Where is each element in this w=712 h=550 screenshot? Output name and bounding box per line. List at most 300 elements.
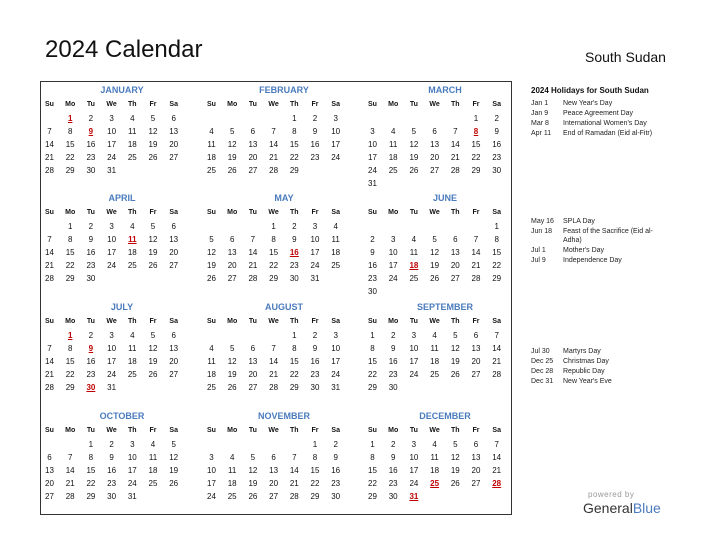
calendar-day: 20 <box>45 479 54 488</box>
calendar-day: 7 <box>47 127 52 136</box>
calendar-day: 10 <box>331 344 341 353</box>
calendar-day: 8 <box>494 235 499 244</box>
calendar-day: 3 <box>312 222 318 231</box>
calendar-day: 13 <box>471 344 481 353</box>
calendar-day: 5 <box>150 222 156 231</box>
brand-text-b: Blue <box>632 500 661 516</box>
holiday-day: 31 <box>409 492 419 501</box>
calendar-day: 6 <box>432 127 437 136</box>
calendar-day: 3 <box>209 453 214 462</box>
weekday-header: Fr <box>149 427 157 434</box>
calendar-day: 18 <box>127 140 137 149</box>
calendar-day: 15 <box>289 357 299 366</box>
calendar-day: 7 <box>292 453 297 462</box>
weekday-header: Th <box>290 209 299 216</box>
weekday-header: Mo <box>388 101 399 108</box>
weekday-header: Fr <box>149 318 157 325</box>
calendar-day: 8 <box>67 127 73 136</box>
calendar-day: 27 <box>430 166 440 175</box>
weekday-header: Mo <box>227 209 238 216</box>
calendar-day: 8 <box>292 127 297 136</box>
calendar-day: 19 <box>450 357 460 366</box>
calendar-day: 26 <box>207 274 216 283</box>
calendar-day: 5 <box>150 114 156 123</box>
weekday-header: Su <box>368 209 377 216</box>
holiday-date: Jan 1 <box>531 100 549 107</box>
weekday-header: Su <box>45 318 54 325</box>
calendar-day: 5 <box>150 331 156 340</box>
weekday-header: Mo <box>65 101 76 108</box>
weekday-header: Tu <box>409 101 418 108</box>
month-august <box>207 302 369 410</box>
calendar-day: 4 <box>411 235 417 244</box>
holiday-name: SPLA Day <box>563 218 595 225</box>
calendar-day: 3 <box>411 440 417 449</box>
month-name: SEPTEMBER <box>416 302 473 312</box>
holiday-date: Jun 18 <box>531 228 553 235</box>
weekday-header: Fr <box>472 427 480 434</box>
calendar-day: 12 <box>148 235 158 244</box>
month-name: FEBRUARY <box>259 85 309 95</box>
calendar-day: 5 <box>209 235 214 244</box>
calendar-day: 30 <box>86 274 96 283</box>
calendar-day: 10 <box>107 344 117 353</box>
calendar-day: 13 <box>169 344 179 353</box>
weekday-header: Su <box>45 101 54 108</box>
calendar-day: 30 <box>388 492 398 501</box>
calendar-day: 24 <box>127 479 137 488</box>
calendar-day: 21 <box>471 261 481 270</box>
month-name: JUNE <box>432 193 457 203</box>
weekday-header: Th <box>451 318 460 325</box>
holiday-date: Apr 11 <box>531 130 552 137</box>
calendar-day: 7 <box>271 127 276 136</box>
weekday-header: Fr <box>472 101 480 108</box>
calendar-day: 18 <box>127 248 137 257</box>
calendar-day: 25 <box>207 166 216 175</box>
holiday-date: Jul 30 <box>531 348 550 355</box>
calendar-day: 27 <box>227 274 237 283</box>
calendar-day: 28 <box>248 274 258 283</box>
calendar-day: 15 <box>86 466 96 475</box>
weekday-header: Tu <box>248 427 257 434</box>
weekday-header: We <box>106 318 117 325</box>
calendar-day: 11 <box>128 344 137 353</box>
calendar-day: 2 <box>88 114 94 123</box>
holiday-day: 18 <box>409 261 419 270</box>
month-september <box>368 302 530 410</box>
calendar-day: 22 <box>86 479 96 488</box>
calendar-day: 14 <box>65 466 75 475</box>
holiday-name: Feast of the Sacrifice (Eid al-Adha) <box>563 228 653 244</box>
weekday-header: Su <box>207 101 216 108</box>
calendar-day: 2 <box>88 331 94 340</box>
calendar-day: 26 <box>169 479 179 488</box>
calendar-day: 24 <box>409 370 419 379</box>
weekday-header: Sa <box>492 209 501 216</box>
month-january <box>45 85 207 193</box>
calendar-day: 16 <box>331 466 341 475</box>
weekday-header: Tu <box>86 209 95 216</box>
calendar-day: 24 <box>207 492 216 501</box>
brand-logo[interactable] <box>583 500 661 516</box>
calendar-day: 9 <box>370 248 375 257</box>
month-april <box>45 193 207 301</box>
calendar-day: 25 <box>331 261 341 270</box>
calendar-day: 6 <box>453 235 458 244</box>
weekday-header: Su <box>45 427 54 434</box>
calendar-day: 16 <box>86 140 96 149</box>
calendar-day: 24 <box>107 261 117 270</box>
calendar-day: 7 <box>250 235 256 244</box>
calendar-day: 23 <box>107 479 117 488</box>
calendar-day: 18 <box>127 357 137 366</box>
calendar-day: 20 <box>248 370 258 379</box>
calendar-day: 22 <box>289 370 299 379</box>
calendar-day: 14 <box>45 248 54 257</box>
calendar-day: 2 <box>390 440 396 449</box>
calendar-day: 20 <box>450 261 460 270</box>
holiday-name: Mother's Day <box>563 247 605 254</box>
calendar-day: 1 <box>473 114 479 123</box>
calendar-day: 31 <box>310 274 320 283</box>
month-name: AUGUST <box>265 302 303 312</box>
calendar-day: 21 <box>248 261 258 270</box>
calendar-day: 13 <box>169 235 179 244</box>
calendar-day: 8 <box>271 235 276 244</box>
calendar-day: 10 <box>331 127 341 136</box>
calendar-day: 21 <box>45 370 54 379</box>
calendar-day: 30 <box>107 492 117 501</box>
calendar-day: 4 <box>130 114 135 123</box>
calendar-day: 24 <box>331 370 341 379</box>
weekday-header: Fr <box>472 209 480 216</box>
holiday-date: Dec 31 <box>531 378 554 385</box>
month-february <box>207 85 369 193</box>
weekday-header: We <box>268 101 279 108</box>
holiday-date: Dec 28 <box>531 368 554 375</box>
calendar-day: 27 <box>471 479 481 488</box>
calendar-day: 2 <box>88 222 94 231</box>
calendar-day: 30 <box>289 274 299 283</box>
calendar-day: 27 <box>169 370 179 379</box>
calendar-day: 29 <box>471 166 481 175</box>
weekday-header: Tu <box>248 209 257 216</box>
page-title: 2024 Calendar <box>45 36 203 63</box>
calendar-day: 19 <box>409 153 419 162</box>
calendar-day: 29 <box>310 492 320 501</box>
calendar-day: 25 <box>148 479 158 488</box>
calendar-day: 13 <box>45 466 54 475</box>
calendar-day: 10 <box>127 453 137 462</box>
calendar-day: 15 <box>310 466 320 475</box>
calendar-day: 13 <box>450 248 460 257</box>
weekday-header: We <box>106 101 117 108</box>
calendar-day: 24 <box>310 261 320 270</box>
weekday-header: Mo <box>65 427 76 434</box>
calendar-day: 2 <box>109 440 114 449</box>
calendar-day: 25 <box>207 383 216 392</box>
calendar-day: 25 <box>430 370 440 379</box>
weekday-header: We <box>106 427 117 434</box>
calendar-day: 4 <box>390 127 396 136</box>
calendar-day: 11 <box>228 466 237 475</box>
weekday-header: Su <box>207 427 216 434</box>
calendar-day: 13 <box>227 248 237 257</box>
calendar-day: 9 <box>390 344 396 353</box>
calendar-day: 17 <box>368 153 377 162</box>
calendar-day: 20 <box>248 153 258 162</box>
calendar-day: 26 <box>148 153 158 162</box>
calendar-day: 29 <box>65 274 75 283</box>
calendar-day: 9 <box>312 344 318 353</box>
calendar-day: 14 <box>289 466 299 475</box>
calendar-day: 1 <box>370 331 375 340</box>
calendar-day: 15 <box>368 357 377 366</box>
calendar-day: 5 <box>453 331 458 340</box>
calendar-day: 7 <box>494 331 499 340</box>
calendar-day: 7 <box>271 344 276 353</box>
calendar-day: 7 <box>67 453 73 462</box>
weekday-header: Tu <box>409 209 418 216</box>
month-name: JULY <box>110 302 134 312</box>
calendar-day: 13 <box>248 357 258 366</box>
weekday-header: Fr <box>149 101 157 108</box>
weekday-header: Fr <box>311 101 319 108</box>
calendar-day: 12 <box>207 248 216 257</box>
holiday-date: Jan 9 <box>531 110 549 117</box>
calendar-day: 27 <box>45 492 54 501</box>
calendar-day: 11 <box>128 127 137 136</box>
calendar-day: 21 <box>45 153 54 162</box>
calendar-day: 30 <box>388 383 398 392</box>
weekday-header: Sa <box>331 427 340 434</box>
calendar-day: 28 <box>269 383 279 392</box>
holidays-title: 2024 Holidays for South Sudan <box>531 86 649 95</box>
calendar-day: 23 <box>368 274 377 283</box>
weekday-header: Sa <box>331 101 340 108</box>
calendar-day: 21 <box>269 370 279 379</box>
calendar-day: 17 <box>107 140 117 149</box>
calendar-day: 4 <box>130 222 135 231</box>
calendar-day: 27 <box>450 274 460 283</box>
calendar-day: 10 <box>388 248 398 257</box>
calendar-day: 6 <box>171 331 176 340</box>
holiday-day: 25 <box>430 479 440 488</box>
calendar-day: 3 <box>109 331 114 340</box>
weekday-header: Mo <box>65 209 76 216</box>
calendar-day: 21 <box>492 466 502 475</box>
calendar-day: 9 <box>333 453 338 462</box>
calendar-day: 22 <box>65 153 75 162</box>
weekday-header: Tu <box>409 318 418 325</box>
calendar-day: 11 <box>331 235 340 244</box>
calendar-day: 11 <box>207 140 216 149</box>
calendar-day: 2 <box>312 331 318 340</box>
calendar-day: 14 <box>269 140 279 149</box>
calendar-day: 19 <box>430 261 440 270</box>
calendar-day: 24 <box>107 153 117 162</box>
weekday-header: Th <box>451 101 460 108</box>
calendar-day: 27 <box>248 166 258 175</box>
calendar-day: 9 <box>109 453 114 462</box>
calendar-day: 19 <box>207 261 216 270</box>
calendar-day: 9 <box>494 127 499 136</box>
calendar-day: 8 <box>312 453 318 462</box>
weekday-header: Th <box>290 101 299 108</box>
weekday-header: Fr <box>311 318 319 325</box>
calendar-day: 17 <box>310 248 320 257</box>
calendar-day: 18 <box>388 153 398 162</box>
calendar-day: 5 <box>411 127 417 136</box>
calendar-day: 26 <box>227 383 237 392</box>
calendar-day: 14 <box>492 344 502 353</box>
weekday-header: Mo <box>227 101 238 108</box>
calendar-day: 5 <box>171 440 176 449</box>
calendar-day: 27 <box>169 153 179 162</box>
calendar-day: 7 <box>473 235 479 244</box>
weekday-header: Mo <box>227 427 238 434</box>
calendar-day: 23 <box>86 153 96 162</box>
calendar-day: 26 <box>450 370 460 379</box>
calendar-day: 28 <box>45 383 54 392</box>
weekday-header: Th <box>128 427 137 434</box>
calendar-day: 16 <box>310 357 320 366</box>
calendar-day: 20 <box>471 357 481 366</box>
holiday-name: Peace Agreement Day <box>563 110 634 117</box>
calendar-day: 12 <box>450 344 460 353</box>
calendar-day: 8 <box>292 344 297 353</box>
calendar-day: 4 <box>209 344 214 353</box>
month-november <box>207 411 369 519</box>
calendar-day: 11 <box>409 248 419 257</box>
calendar-day: 12 <box>148 344 158 353</box>
calendar-day: 22 <box>492 261 502 270</box>
weekday-header: We <box>268 318 279 325</box>
calendar-day: 1 <box>292 114 297 123</box>
calendar-day: 26 <box>450 479 460 488</box>
holiday-day: 9 <box>88 127 94 136</box>
month-october <box>45 411 207 519</box>
calendar-day: 10 <box>368 140 377 149</box>
calendar-day: 17 <box>409 357 419 366</box>
calendar-day: 4 <box>150 440 156 449</box>
calendar-day: 29 <box>289 166 299 175</box>
calendar-day: 19 <box>148 248 158 257</box>
holiday-date: Dec 25 <box>531 358 554 365</box>
weekday-header: We <box>106 209 117 216</box>
calendar-day: 5 <box>250 453 256 462</box>
calendar-day: 17 <box>207 479 216 488</box>
calendar-day: 26 <box>148 261 158 270</box>
calendar-day: 24 <box>107 370 117 379</box>
calendar-day: 1 <box>370 440 375 449</box>
calendar-day: 22 <box>471 153 481 162</box>
calendar-day: 20 <box>169 248 179 257</box>
calendar-day: 6 <box>229 235 235 244</box>
calendar-day: 20 <box>269 479 279 488</box>
weekday-header: We <box>268 427 279 434</box>
calendar-day: 13 <box>248 140 258 149</box>
calendar-day: 30 <box>492 166 502 175</box>
calendar-day: 31 <box>368 179 377 188</box>
country-label: South Sudan <box>585 49 666 65</box>
calendar-day: 2 <box>370 235 375 244</box>
weekday-header: Fr <box>149 209 157 216</box>
calendar-day: 28 <box>471 274 481 283</box>
calendar-day: 12 <box>148 127 158 136</box>
weekday-header: Mo <box>388 209 399 216</box>
calendar-day: 25 <box>127 153 137 162</box>
calendar-day: 7 <box>47 344 52 353</box>
calendar-day: 19 <box>148 140 158 149</box>
holiday-day: 8 <box>473 127 479 136</box>
weekday-header: Su <box>368 101 377 108</box>
calendar-day: 27 <box>169 261 179 270</box>
calendar-day: 23 <box>289 261 299 270</box>
calendar-day: 26 <box>409 166 419 175</box>
calendar-day: 26 <box>148 370 158 379</box>
calendar-day: 1 <box>292 331 297 340</box>
weekday-header: Sa <box>331 318 340 325</box>
holiday-day: 1 <box>67 331 73 340</box>
weekday-header: Sa <box>331 209 340 216</box>
calendar-day: 25 <box>388 166 398 175</box>
calendar-day: 30 <box>86 166 96 175</box>
holiday-date: Mar 8 <box>531 120 549 127</box>
calendar-day: 24 <box>331 153 341 162</box>
calendar-day: 19 <box>248 479 258 488</box>
calendar-day: 29 <box>65 166 75 175</box>
weekday-header: Su <box>207 209 216 216</box>
calendar-day: 8 <box>67 344 73 353</box>
calendar-day: 15 <box>65 248 75 257</box>
calendar-day: 22 <box>65 261 75 270</box>
holiday-date: May 16 <box>531 218 554 225</box>
calendar-day: 23 <box>331 479 341 488</box>
weekday-header: Sa <box>492 318 501 325</box>
weekday-header: We <box>429 209 440 216</box>
weekday-header: We <box>429 318 440 325</box>
calendar-day: 28 <box>45 274 54 283</box>
calendar-day: 5 <box>229 127 235 136</box>
calendar-day: 17 <box>331 140 341 149</box>
calendar-day: 22 <box>269 261 279 270</box>
calendar-day: 20 <box>169 357 179 366</box>
calendar-day: 30 <box>368 287 377 296</box>
calendar-day: 6 <box>250 344 256 353</box>
calendar-day: 16 <box>310 140 320 149</box>
calendar-day: 9 <box>390 453 396 462</box>
month-may <box>207 193 369 301</box>
calendar-day: 28 <box>45 166 54 175</box>
calendar-day: 5 <box>453 440 458 449</box>
weekday-header: Sa <box>169 427 178 434</box>
calendar-day: 3 <box>130 440 135 449</box>
holiday-name: New Year's Day <box>563 100 613 107</box>
weekday-header: Th <box>128 209 137 216</box>
calendar-day: 17 <box>388 261 398 270</box>
calendar-day: 25 <box>227 492 237 501</box>
calendar-day: 14 <box>492 453 502 462</box>
calendar-day: 16 <box>107 466 117 475</box>
weekday-header: We <box>268 209 279 216</box>
calendar-day: 10 <box>107 235 117 244</box>
month-name: JANUARY <box>100 85 144 95</box>
calendar-day: 23 <box>492 153 502 162</box>
calendar-day: 21 <box>45 261 54 270</box>
calendar-day: 6 <box>171 222 176 231</box>
